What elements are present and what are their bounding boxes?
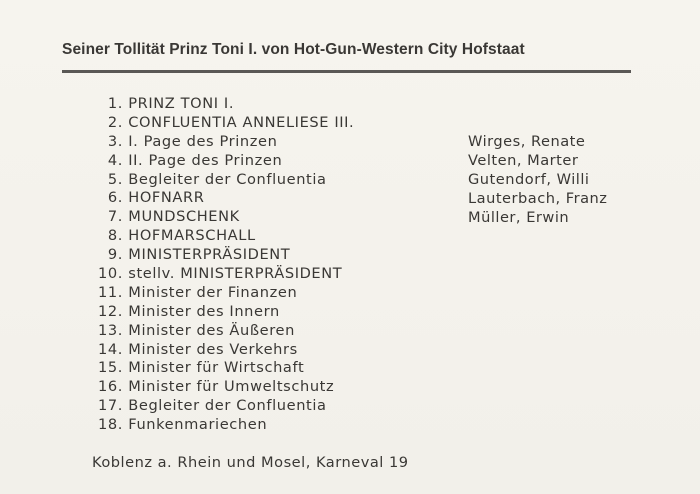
item-label: Minister des Verkehrs bbox=[128, 340, 298, 358]
list-item bbox=[90, 114, 354, 133]
item-number: 11. bbox=[97, 283, 123, 301]
list-item bbox=[90, 322, 354, 341]
item-number: 1. bbox=[107, 95, 123, 112]
item-label: Funkenmariechen bbox=[128, 416, 268, 434]
item-label: MUNDSCHENK bbox=[128, 208, 240, 226]
list-item bbox=[90, 341, 354, 360]
item-label: Minister des Äußeren bbox=[128, 321, 295, 339]
item-number: 17. bbox=[97, 397, 123, 415]
item-number: 14. bbox=[97, 340, 123, 358]
item-number: 9. bbox=[107, 246, 123, 264]
list-item bbox=[90, 95, 354, 114]
list-item bbox=[90, 265, 354, 284]
title-rule bbox=[62, 70, 631, 73]
names-list bbox=[468, 133, 607, 227]
item-number: 4. bbox=[107, 151, 123, 169]
person-name: Müller, Erwin bbox=[468, 208, 570, 226]
person-name: Velten, Marter bbox=[468, 151, 579, 169]
item-number: 12. bbox=[97, 302, 123, 320]
person-name: Gutendorf, Willi bbox=[468, 170, 590, 188]
item-label: Minister des Innern bbox=[128, 302, 280, 320]
item-label: Begleiter der Confluentia bbox=[128, 397, 327, 415]
page-title: Seiner Tollität Prinz Toni I. von Hot-Gun-Western City Hofstaat bbox=[62, 41, 525, 58]
item-label: PRINZ TONI I. bbox=[128, 95, 235, 112]
item-number: 7. bbox=[107, 208, 123, 226]
item-label: MINISTERPRÄSIDENT bbox=[128, 246, 291, 264]
list-item bbox=[90, 171, 354, 190]
item-number: 10. bbox=[97, 265, 123, 283]
item-number: 15. bbox=[97, 359, 123, 377]
item-number: 18. bbox=[97, 416, 123, 434]
item-label: stellv. MINISTERPRÄSIDENT bbox=[128, 265, 343, 283]
item-label: HOFMARSCHALL bbox=[128, 227, 256, 245]
item-label: Minister der Finanzen bbox=[128, 283, 298, 301]
item-label: II. Page des Prinzen bbox=[128, 151, 283, 169]
list-item bbox=[90, 359, 354, 378]
item-number: 2. bbox=[107, 113, 123, 131]
item-label: I. Page des Prinzen bbox=[128, 132, 278, 150]
item-number: 13. bbox=[97, 321, 123, 339]
person-name: Lauterbach, Franz bbox=[468, 189, 608, 207]
list-item bbox=[90, 152, 354, 171]
item-number: 5. bbox=[107, 170, 123, 188]
list-item bbox=[90, 284, 354, 303]
list-item bbox=[90, 133, 354, 152]
footer-text: Koblenz a. Rhein und Mosel, Karneval 19 bbox=[92, 454, 409, 471]
list-item bbox=[90, 416, 354, 435]
list-item bbox=[90, 189, 354, 208]
item-number: 16. bbox=[97, 378, 123, 396]
item-number: 3. bbox=[107, 132, 123, 150]
item-label: Begleiter der Confluentia bbox=[128, 170, 327, 188]
item-label: Minister für Wirtschaft bbox=[128, 359, 305, 377]
item-number: 8. bbox=[107, 227, 123, 245]
list-item bbox=[90, 208, 354, 227]
item-label: HOFNARR bbox=[128, 189, 205, 207]
list-item bbox=[90, 303, 354, 322]
list-item bbox=[90, 378, 354, 397]
person-name: Wirges, Renate bbox=[468, 133, 586, 150]
list-item bbox=[90, 397, 354, 416]
item-label: CONFLUENTIA ANNELIESE III. bbox=[128, 113, 355, 131]
item-number: 6. bbox=[107, 189, 123, 207]
list-item bbox=[90, 246, 354, 265]
list-item bbox=[90, 227, 354, 246]
item-label: Minister für Umweltschutz bbox=[128, 378, 335, 396]
positions-list bbox=[90, 95, 354, 435]
